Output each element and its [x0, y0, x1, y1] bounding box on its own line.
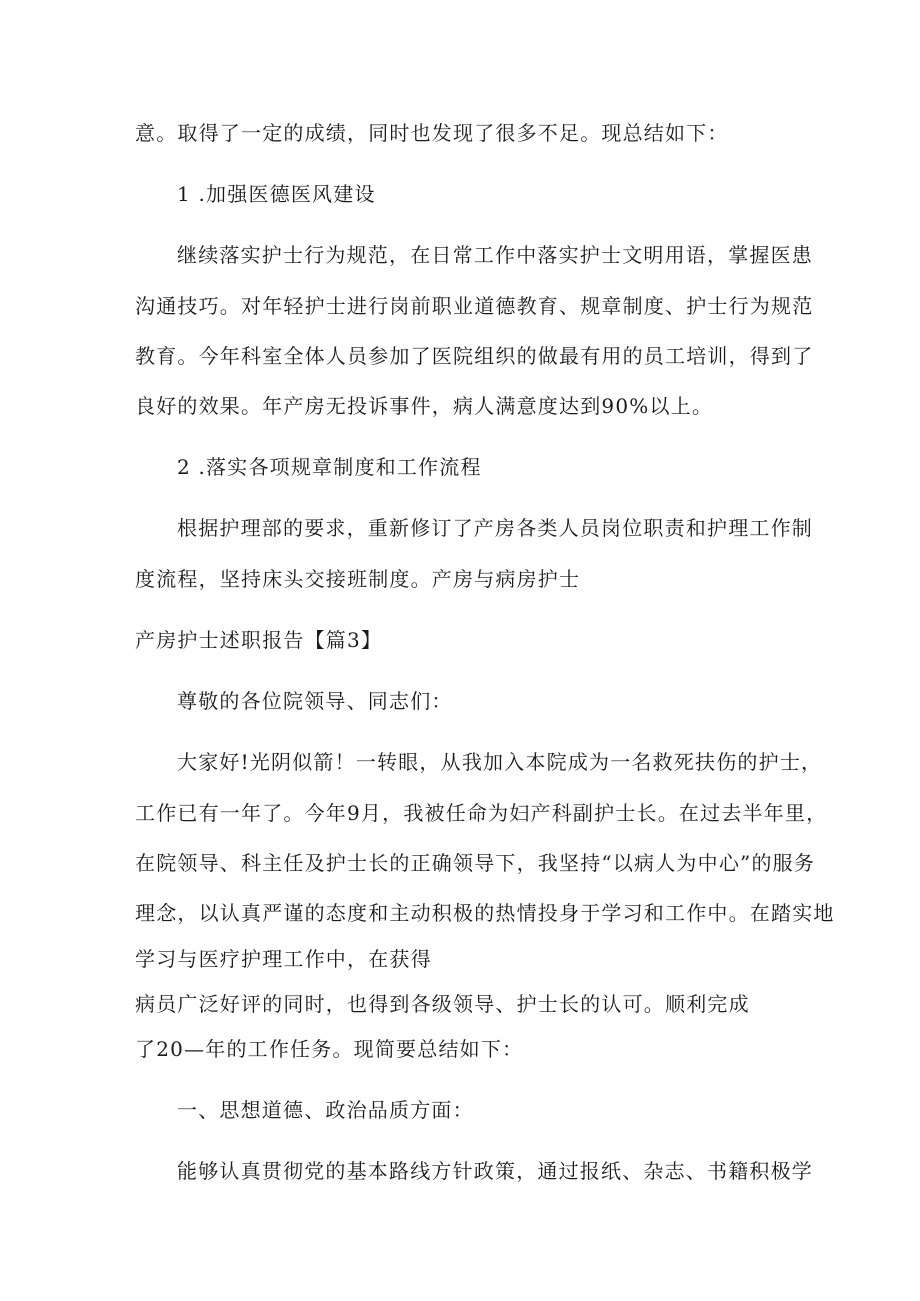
- text-line: 度流程，坚持床头交接班制度。产房与病房护士: [135, 567, 581, 591]
- text-line: 教育。今年科室全体人员参加了医院组织的做最有用的员工培训，得到了: [135, 344, 814, 368]
- section-heading: 一、思想道德、政治品质方面：: [177, 1098, 474, 1122]
- text-line: 在院领导、科主任及护士长的正确领导下，我坚持“以病人为中心”的服务: [135, 851, 816, 875]
- text-line: 继续落实护士行为规范，在日常工作中落实护士文明用语，掌握医患: [177, 243, 813, 267]
- text-line: 沟通技巧。对年轻护士进行岗前职业道德教育、规章制度、护士行为规范: [135, 294, 814, 318]
- salutation: 尊敬的各位院领导、同志们：: [177, 689, 453, 713]
- text-line: 大家好!光阴似箭！一转眼，从我加入本院成为一名救死扶伤的护士，: [177, 750, 823, 774]
- text-line: 能够认真贯彻党的基本路线方针政策，通过报纸、杂志、书籍积极学: [177, 1159, 813, 1183]
- text-line: 病员广泛好评的同时，也得到各级领导、护士长的认可。顺利完成: [135, 992, 750, 1016]
- text-line: 工作已有一年了。今年9月，我被任命为妇产科副护士长。在过去半年里，: [135, 801, 828, 825]
- article-title: 产房护士述职报告【篇3】: [135, 628, 383, 652]
- section-heading: 1 .加强医德医风建设: [177, 182, 376, 206]
- text-line: 根据护理部的要求，重新修订了产房各类人员岗位职责和护理工作制: [177, 516, 813, 540]
- text-line: 学习与医疗护理工作中，在获得: [135, 947, 432, 971]
- text-line: 良好的效果。年产房无投诉事件，病人满意度达到90%以上。: [135, 394, 714, 418]
- text-line: 意。取得了一定的成绩，同时也发现了很多不足。现总结如下：: [135, 121, 729, 145]
- section-heading: 2 .落实各项规章制度和工作流程: [177, 455, 482, 479]
- text-line: 理念，以认真严谨的态度和主动积极的热情投身于学习和工作中。在踏实地: [135, 901, 835, 925]
- text-line: 了20—年的工作任务。现简要总结如下：: [135, 1037, 524, 1061]
